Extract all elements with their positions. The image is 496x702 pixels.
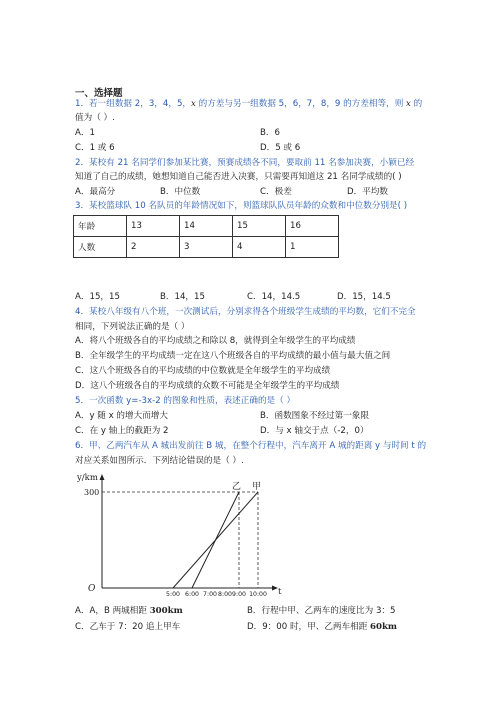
q1-var-x: x — [191, 99, 196, 109]
table-cell: 4 — [233, 237, 286, 258]
y-axis-arrow-icon — [100, 474, 105, 480]
q1-stem-a: 1．若一组数据 2，3，4，5， — [75, 99, 192, 109]
x-tick: 7:00 — [203, 591, 217, 598]
q6-option-b-text: B．行程中甲、乙两车的速度比为 3：5 — [247, 606, 396, 616]
q2-option-b[interactable]: B．中位数 — [160, 187, 201, 197]
table-cell: 15 — [233, 216, 286, 237]
q4-option-c[interactable]: C．这八个班级各自的平均成绩的中位数就是全年级学生的平均成绩 — [75, 366, 331, 376]
x-tick: 10:00 — [249, 591, 267, 598]
y-tick-300: 300 — [84, 488, 100, 497]
x-tick: 9:00 — [232, 591, 246, 598]
origin-label: O — [88, 584, 96, 594]
q6-option-a[interactable] — [75, 605, 183, 617]
line-yi — [192, 492, 239, 588]
table-cell: 14 — [180, 216, 233, 237]
q1-option-b[interactable]: B．6 — [260, 128, 280, 138]
q5-option-b[interactable]: B．函数图象不经过第一象限 — [260, 411, 370, 421]
q4-option-a[interactable]: A．将八个班级各自的平均成绩之和除以 8，就得到全年级学生的平均成绩 — [75, 336, 356, 346]
x-tick: 8:00 — [218, 591, 232, 598]
q2-option-c[interactable]: C．极差 — [260, 187, 292, 197]
table-cell: 人数 — [74, 237, 127, 258]
table-cell: 2 — [127, 237, 180, 258]
q3-stem: 3．某校篮球队 10 名队员的年龄情况如下，则篮球队队员年龄的众数和中位数分别是( ) — [75, 201, 408, 211]
q3-option-b[interactable]: B．14，15 — [160, 292, 205, 302]
x-axis-label: t — [278, 587, 282, 597]
table-cell: 16 — [286, 216, 339, 237]
q2-stem-line1: 2．某校有 21 名同学们参加某比赛，预赛成绩各不同，要取前 11 名参加决赛，小颖已经 — [75, 158, 415, 168]
q3-option-d[interactable]: D．15，14.5 — [337, 292, 391, 302]
label-yi: 乙 — [232, 482, 242, 492]
q5-option-d[interactable]: D．与 x 轴交于点（-2，0） — [260, 426, 369, 436]
q6-option-a-value: 300km — [149, 606, 183, 616]
q4-stem-line1: 4．某校八年级有八个班，一次测试后，分别求得各个班级学生成绩的平均数，它们不完全 — [75, 307, 416, 317]
table-cell: 年龄 — [74, 216, 127, 237]
q6-option-d-text: D．9：00 时，甲、乙两车相距 — [247, 622, 371, 632]
q4-option-b[interactable]: B．全年级学生的平均成绩一定在这八个班级各自的平均成绩的最小值与最大值之间 — [75, 351, 391, 361]
label-jia: 甲 — [252, 482, 262, 492]
x-tick: 5:00 — [166, 591, 180, 598]
table-cell: 1 — [286, 237, 339, 258]
q1-stem-line2: 值为（ ）. — [75, 113, 115, 123]
q1-stem — [75, 98, 422, 110]
q4-option-d[interactable]: D．这八个班级各自的平均成绩的众数不可能是全年级学生的平均成绩 — [75, 381, 340, 391]
q1-option-c[interactable]: C．1 或 6 — [75, 143, 115, 153]
table-row — [74, 237, 339, 258]
q1-option-a[interactable]: A．1 — [75, 128, 95, 138]
q5-option-c[interactable]: C．在 y 轴上的截距为 2 — [75, 426, 169, 436]
x-tick: 6:00 — [185, 591, 199, 598]
distance-time-graph — [75, 470, 285, 598]
q6-option-c[interactable] — [75, 621, 180, 633]
q1-var-x2: x — [406, 99, 411, 109]
q3-option-c[interactable]: C．14，14.5 — [247, 292, 301, 302]
table-cell: 13 — [127, 216, 180, 237]
section-title: 一、选择题 — [75, 88, 123, 99]
q6-stem-line2: 对应关系如图所示．下列结论错误的是（ ）. — [75, 456, 244, 466]
q2-stem-line2: 知道了自己的成绩，她想知道自己能否进入决赛，只需要再知道这 21 名同学成绩的( ) — [75, 172, 402, 182]
q6-stem-line1: 6．甲、乙两汽车从 A 城出发前往 B 城，在整个行程中，汽车离开 A 城的距离 y 与时间 t 的 — [75, 441, 427, 451]
table-row — [74, 216, 339, 237]
y-axis-label: y/km — [77, 473, 98, 483]
q1-option-d[interactable]: D．5 或 6 — [260, 143, 301, 153]
q2-option-a[interactable]: A．最高分 — [75, 187, 116, 197]
q4-stem-line2: 相同，下列说法正确的是（ ） — [75, 322, 190, 332]
q6-option-d[interactable] — [247, 621, 397, 633]
q6-option-d-value: 60km — [370, 622, 398, 632]
q3-option-a[interactable]: A．15，15 — [75, 292, 120, 302]
q1-stem-b: 的方差与另一组数据 5，6，7，8，9 的方差相等，则 — [195, 99, 407, 109]
q6-option-a-text: A．A，B 两城相距 — [75, 606, 150, 616]
q6-option-b[interactable] — [247, 605, 395, 617]
q5-option-a[interactable]: A．y 随 x 的增大而增大 — [75, 411, 168, 421]
q2-option-d[interactable]: D．平均数 — [347, 187, 388, 197]
table-cell: 3 — [180, 237, 233, 258]
q6-option-c-text: C．乙车于 7：20 追上甲车 — [75, 622, 181, 632]
age-table — [73, 215, 339, 258]
q5-stem: 5．一次函数 y=-3x-2 的图象和性质，表述正确的是（ ） — [75, 396, 296, 406]
q1-stem-c: 的 — [410, 99, 423, 109]
